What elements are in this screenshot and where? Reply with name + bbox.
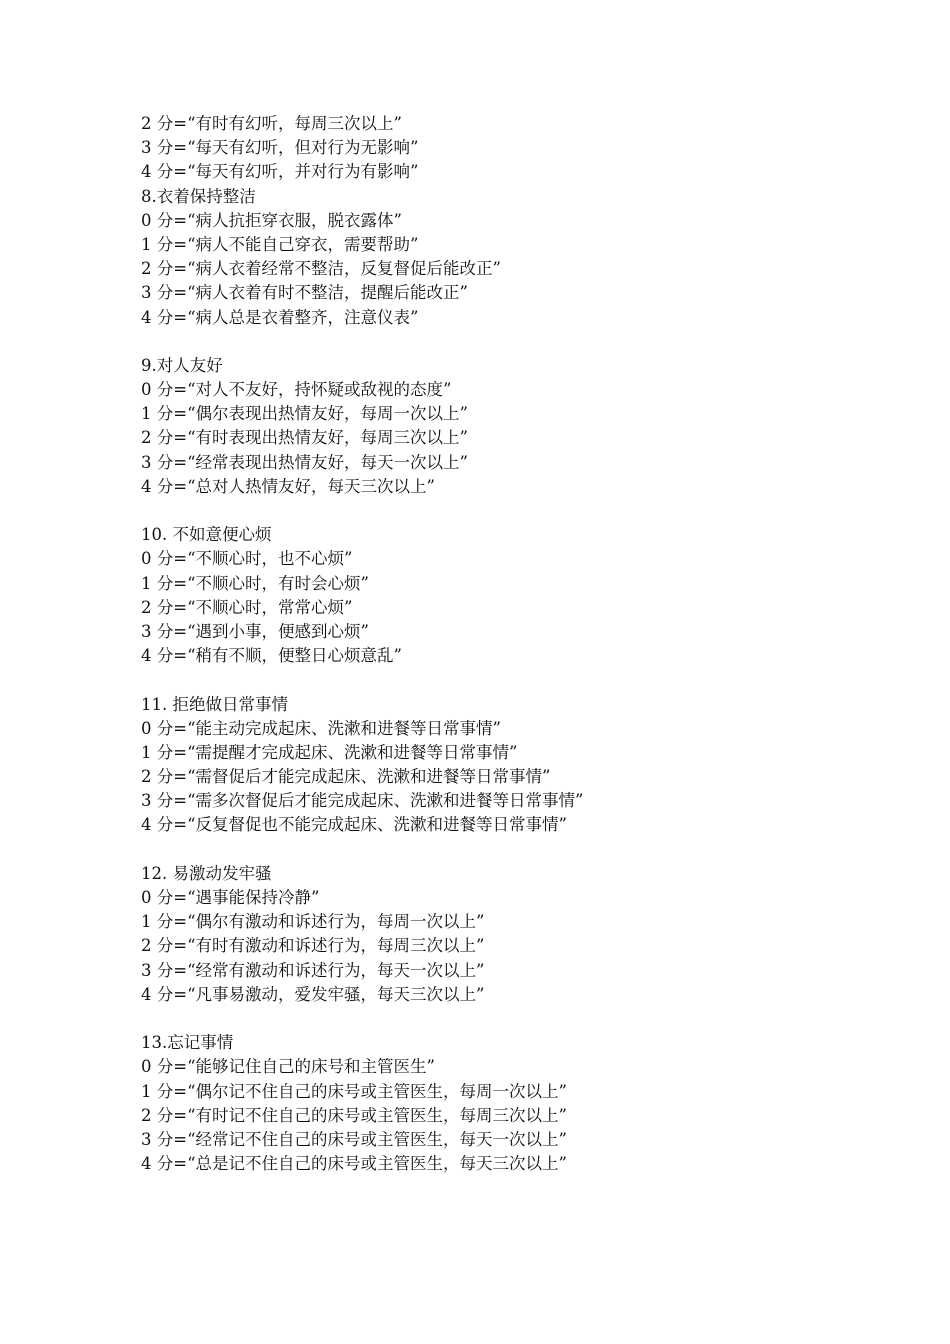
score-line: 3 分=“经常有激动和诉述行为，每天一次以上”	[141, 960, 485, 980]
score-line: 1 分=“需提醒才完成起床、洗漱和进餐等日常事情”	[141, 742, 518, 762]
score-line: 4 分=“总对人热情友好，每天三次以上”	[141, 476, 435, 496]
score-line: 3 分=“每天有幻听，但对行为无影响”	[141, 138, 419, 158]
score-line: 4 分=“总是记不住自己的床号或主管医生，每天三次以上”	[141, 1154, 567, 1174]
score-line: 3 分=“需多次督促后才能完成起床、洗漱和进餐等日常事情”	[141, 791, 584, 811]
score-line: 2 分=“有时有激动和诉述行为，每周三次以上”	[141, 936, 485, 956]
section-8	[141, 185, 861, 330]
score-line: 3 分=“经常记不住自己的床号或主管医生，每天一次以上”	[141, 1129, 567, 1149]
score-line: 2 分=“不顺心时，常常心烦”	[141, 597, 353, 617]
score-line: 4 分=“稍有不顺，便整日心烦意乱”	[141, 646, 402, 666]
document-page	[141, 112, 861, 1176]
section-13	[141, 1031, 861, 1176]
spacer	[141, 330, 861, 354]
section-title: 12. 易激动发牢骚	[141, 863, 272, 883]
score-line: 0 分=“不顺心时，也不心烦”	[141, 549, 353, 569]
score-line: 3 分=“病人衣着有时不整洁，提醒后能改正”	[141, 283, 468, 303]
score-line: 2 分=“病人衣着经常不整洁，反复督促后能改正”	[141, 259, 501, 279]
section-title: 10. 不如意便心烦	[141, 525, 272, 545]
section-title: 13.忘记事情	[141, 1033, 234, 1053]
score-line: 0 分=“对人不友好，持怀疑或敌视的态度”	[141, 380, 452, 400]
section-10	[141, 523, 861, 668]
section-title: 8.衣着保持整洁	[141, 186, 256, 206]
section-7-continued	[141, 112, 861, 185]
score-line: 2 分=“有时有幻听，每周三次以上”	[141, 114, 402, 133]
score-line: 0 分=“遇事能保持冷静”	[141, 888, 320, 907]
score-line: 2 分=“有时表现出热情友好，每周三次以上”	[141, 428, 468, 448]
score-line: 1 分=“偶尔记不住自己的床号或主管医生，每周一次以上”	[141, 1081, 567, 1101]
spacer	[141, 838, 861, 862]
score-line: 0 分=“能够记住自己的床号和主管医生”	[141, 1057, 435, 1077]
section-12	[141, 862, 861, 1007]
score-line: 3 分=“经常表现出热情友好，每天一次以上”	[141, 452, 468, 472]
score-line: 0 分=“病人抗拒穿衣服，脱衣露体”	[141, 210, 402, 230]
score-line: 3 分=“遇到小事，便感到心烦”	[141, 621, 369, 641]
score-line: 2 分=“需督促后才能完成起床、洗漱和进餐等日常事情”	[141, 767, 551, 787]
score-line: 0 分=“能主动完成起床、洗漱和进餐等日常事情”	[141, 718, 501, 738]
score-line: 1 分=“偶尔表现出热情友好，每周一次以上”	[141, 404, 468, 424]
score-line: 4 分=“反复督促也不能完成起床、洗漱和进餐等日常事情”	[141, 815, 567, 835]
spacer	[141, 499, 861, 523]
score-line: 4 分=“病人总是衣着整齐，注意仪表”	[141, 307, 419, 327]
section-9	[141, 354, 861, 499]
score-line: 4 分=“凡事易激动，爱发牢骚，每天三次以上”	[141, 984, 485, 1004]
score-line: 1 分=“不顺心时，有时会心烦”	[141, 573, 369, 593]
spacer	[141, 668, 861, 692]
score-line: 2 分=“有时记不住自己的床号或主管医生，每周三次以上”	[141, 1105, 567, 1125]
score-line: 1 分=“病人不能自己穿衣，需要帮助”	[141, 234, 419, 254]
score-line: 4 分=“每天有幻听，并对行为有影响”	[141, 162, 419, 182]
score-line: 1 分=“偶尔有激动和诉述行为，每周一次以上”	[141, 912, 485, 932]
section-title: 11. 拒绝做日常事情	[141, 694, 288, 714]
spacer	[141, 1007, 861, 1031]
section-title: 9.对人友好	[141, 355, 223, 375]
section-11	[141, 693, 861, 838]
